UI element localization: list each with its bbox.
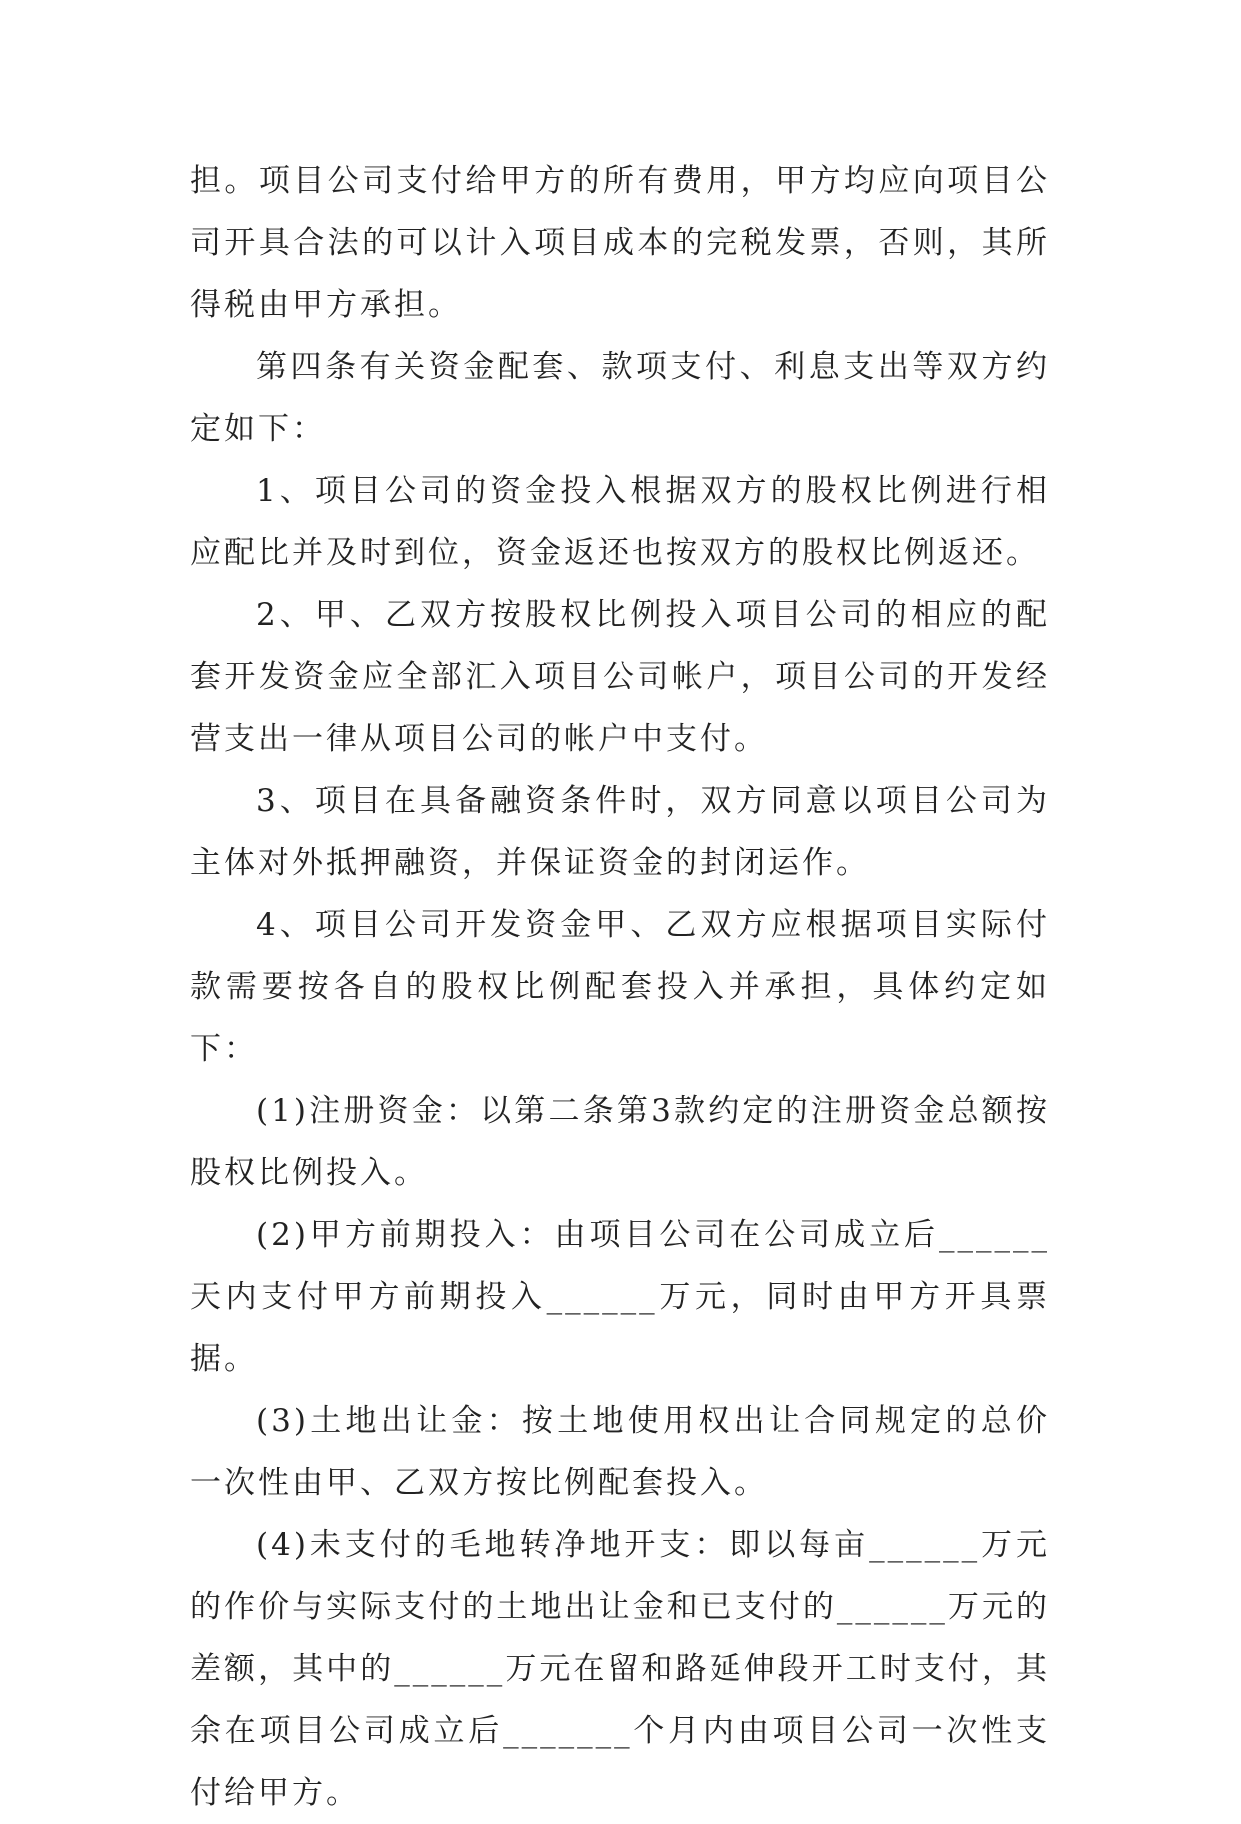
paragraph-subitem-3: (3)土地出让金：按土地使用权出让合同规定的总价一次性由甲、乙双方按比例配套投入。 [190,1403,1050,1501]
paragraph-article-four: 第四条有关资金配套、款项支付、利息支出等双方约定如下： [190,349,1050,447]
paragraph-item-2: 2、甲、乙双方按股权比例投入项目公司的相应的配套开发资金应全部汇入项目公司帐户，项目公司的开发经营支出一律从项目公司的帐户中支付。 [190,597,1050,757]
paragraph-item-1: 1、项目公司的资金投入根据双方的股权比例进行相应配比并及时到位，资金返还也按双方的股权比例返还。 [190,473,1050,571]
paragraph-subitem-4: (4)未支付的毛地转净地开支：即以每亩______万元的作价与实际支付的土地出让金和已支付的______万元的差额，其中的______万元在留和路延伸段开工时支付，其余在项目公司成立后_______个月内由项目公司一次性支付给甲方。 [190,1527,1050,1811]
paragraph-subitem-1: (1)注册资金：以第二条第3款约定的注册资金总额按股权比例投入。 [190,1093,1050,1191]
paragraph-item-3: 3、项目在具备融资条件时，双方同意以项目公司为主体对外抵押融资，并保证资金的封闭运作。 [190,783,1050,881]
paragraph-subitem-2: (2)甲方前期投入：由项目公司在公司成立后______天内支付甲方前期投入______万元，同时由甲方开具票据。 [190,1217,1050,1377]
paragraph-item-4: 4、项目公司开发资金甲、乙双方应根据项目实际付款需要按各自的股权比例配套投入并承担，具体约定如下： [190,907,1050,1067]
document-body [190,150,1050,1824]
paragraph-tax-burden: 担。项目公司支付给甲方的所有费用，甲方均应向项目公司开具合法的可以计入项目成本的完税发票，否则，其所得税由甲方承担。 [190,163,1050,323]
